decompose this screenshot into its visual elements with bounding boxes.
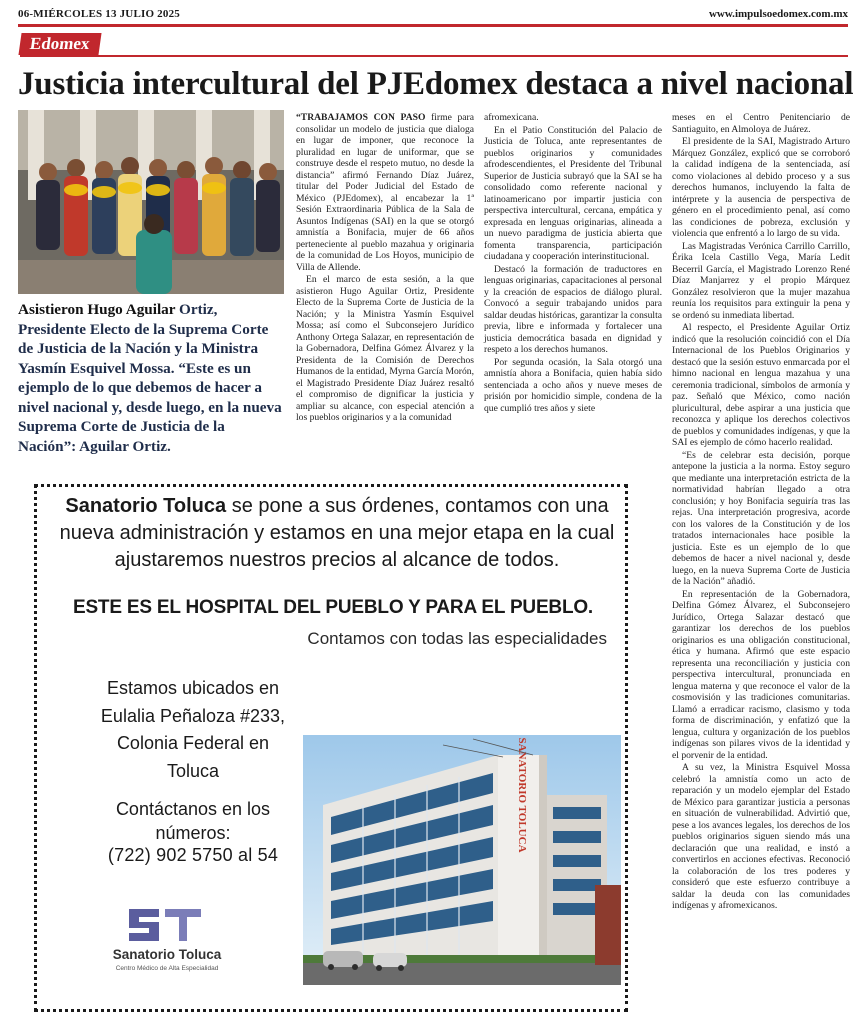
article-column-2 — [484, 112, 662, 415]
photo-caption — [18, 300, 284, 456]
article-paragraph — [296, 112, 474, 273]
ad-contact — [63, 797, 323, 845]
logo-name: Sanatorio Toluca — [112, 947, 222, 962]
article-paragraph: “Es de celebrar esta decisión, porque antepone la justicia a la norma. Estoy seguro que mediante una interpretación estricta de la normatividad habrían llegado a otra conclusión; y hoy Bonifacia seguiría tras las rejas. Una interpretación progresiva, acorde con los valores de la Constitución y de los tratados internacionales hace posible la justicia. Este es un ejemplo de lo que debemos de hacer a nivel nacional y, desde luego, en la nueva Suprema Corte de Justicia de la Nación” añadió. — [672, 449, 850, 587]
article-lead: “TRABAJAMOS CON PASO — [296, 112, 426, 123]
contact-line: Contáctanos en los — [115, 799, 271, 819]
article-paragraph: afromexicana. — [484, 112, 539, 123]
page-header — [18, 4, 848, 24]
site-prefix: www. — [708, 8, 735, 20]
ceremony-photo-illustration — [18, 110, 284, 294]
article-paragraph: A su vez, la Ministra Esquivel Mossa celebró la amnistía como un acto de reparación y un modelo ejemplar del Estado de México para garantizar justicia a personas en situación de vulnerabilidad. Advirtió que, pese a los avances legales, los derechos de los pueblos originarios siguen siendo más una declaración que una realidad, e instó a convertirlos en acciones efectivas. Reconoció la colaboración de los tres poderes y consideró que este esfuerzo contribuye a saldar la deuda con las comunidades indígenas y afromexicanos. — [672, 762, 850, 911]
ad-phone[interactable]: (722) 902 5750 al 54 — [107, 845, 279, 865]
article-paragraph: Destacó la formación de traductores en lenguas originarias, capacitaciones al personal y la creación de espacios de diálogo plural. Convocó a seguir trabajando unidos para saldar deudas históricas, garantizar la consulta previa, libre e informada y fortalecer una justicia democrática basada en dignidad y respeto a los derechos humanos. — [484, 263, 662, 355]
site-name: impulsoedomex — [734, 8, 809, 20]
ad-specialties: Contamos con todas las especialidades — [307, 629, 607, 648]
article-headline: Justicia intercultural del PJEdomex destaca a nivel nacional — [18, 66, 854, 102]
ad-slogan: ESTE ES EL HOSPITAL DEL PUEBLO Y PARA EL PUEBLO. — [72, 597, 594, 618]
address-line: Eulalia Peñaloza #233, — [100, 705, 286, 726]
caption-lead: Asistieron Hugo Aguilar — [18, 301, 176, 318]
address-line: Colonia Federal en — [116, 733, 270, 753]
hospital-building-photo — [303, 735, 621, 985]
article-paragraph: En representación de la Gobernadora, Delfina Gómez Álvarez, el Subconsejero Jurídico, Ortega Salazar destacó que garantizar los derechos de los pueblos originarios es una obligación constitucional, ética y humana. Afirmó que este espacio representa una reconciliación y justicia con perspectiva intercultural, pronunciada en lengua materna y que reconoce el valor de la cosmovisión y las tradiciones comunitarias. Llamó a erradicar racismo, clasismo y toda forma de discriminación, y enfatizó que la lengua, cultura y organización de los pueblos indígenas son pilares vivos de la identidad y el porvenir de la entidad. — [672, 588, 850, 761]
page-date: 06-MIÉRCOLES 13 JULIO 2025 — [18, 8, 180, 20]
article-paragraph: En el Patio Constitución del Palacio de Justicia de Toluca, ante representantes de pueblos originarios y comunidades afrodescendientes, el Presidente del Tribunal Superior de Justicia subrayó que la SAI se ha consolidado como referente nacional y latinoamericano por impartir justicia con perspectiva intercultural, cercana, empática y expresada en lenguas originarias, alineada a un nuevo paradigma de justicia abierta que fomenta transparencia, participación ciudadana y cooperación interinstitucional. — [484, 124, 662, 262]
site-suffix: .com.mx — [808, 8, 848, 20]
ad-intro-text: se pone a sus órdenes, contamos con una nueva administración y estamos en una mejor etapa en la cual ajustaremos nuestros precios al alcance de todos. — [59, 495, 615, 571]
address-line: Toluca — [166, 760, 220, 781]
contact-line: números: — [155, 823, 231, 843]
article-photo — [18, 110, 284, 294]
logo-subtitle: Centro Médico de Alta Especialidad — [115, 965, 219, 972]
site-url[interactable] — [709, 8, 848, 20]
section-divider — [20, 55, 848, 57]
section-label: Edomex — [18, 33, 101, 55]
ad-brand: Sanatorio Toluca — [65, 495, 227, 517]
article-paragraph: En el marco de esta sesión, a la que asistieron Hugo Aguilar Ortiz, Presidente Electo de la Suprema Corte de Justicia de la Nación; y la Ministra Yasmín Esquivel Mossa; así como el Subconsejero Jurídico Anthony Ortega Salazar, en representación de la Gobernadora, Delfina Gómez Álvarez y la Presidenta de la Comisión de Derechos Humanos de la entidad, Myrna García Morón, el Magistrado Presidente Díaz Juárez resaltó el compromiso de dignificar la justicia y ampliar su alcance, con especial atención a los pueblos originarios y a la comunidad — [296, 274, 474, 423]
st-logo-icon — [125, 905, 205, 945]
article-paragraph: El presidente de la SAI, Magistrado Arturo Márquez González, explicó que se corroboró la calidad indígena de la sentenciada, así como violaciones al debido proceso y a sus derechos humanos, incluyendo la falta de intérprete y la ausencia de perspectiva de género en el procedimiento penal, así como las condiciones de pobreza, exclusión y violencia que enfrentó a lo largo de su vida. — [672, 136, 850, 239]
building-illustration — [303, 735, 621, 985]
article-text: firme para consolidar un modelo de justicia que dialoga en lugar de imponer, que reconoce la pluralidad en lugar de uniformar, que se construye desde el respeto mutuo, no desde la distancia” afirmó Fernando Díaz Juárez, titular del Poder Judicial del Estado de México (PJEdomex), al encabezar la 1ª Sesión Extraordinaria Pública de la Sala de Asuntos Indígenas (SAI) en la que se otorgó amnistía a Bonifacia, mujer de 66 años perteneciente al pueblo mazahua y originaria de la comunidad de Los Hoyos, municipio de Villa de Allende. — [296, 112, 474, 273]
article-paragraph: Por segunda ocasión, la Sala otorgó una amnistía ahora a Bonifacia, quien había sido sentenciada a ocho años y nueve meses de prisión por homicidio simple, condena de la que cumplió tres años y siete — [484, 356, 662, 414]
article-paragraph: meses en el Centro Penitenciario de Santiaguito, en Almoloya de Juárez. — [672, 112, 850, 135]
ad-intro — [57, 493, 617, 574]
article-paragraph: Al respecto, el Presidente Aguilar Ortiz indicó que la resolución coincidió con el Día Internacional de los Pueblos Originarios y destacó que la sesión estuvo enmarcada por el himno nacional en lengua mazahua y una ceremonia tradicional, símbolos de armonía y paz. Señaló que México, como nación pluricultural, debe aspirar a una justicia que reconozca y aplique los derechos colectivos de pueblos y comunidades indígenas, y que la SAI es ejemplo de cómo hacerlo realidad. — [672, 322, 850, 448]
sanatorio-logo — [97, 905, 237, 995]
article-paragraph: Las Magistradas Verónica Carrillo Carrillo, Érika Icela Castillo Vega, María Ledit Becerril García, el Magistrado Lorenzo René Díaz Manjarrez y el propio Márquez González resolvieron que la mujer mazahua reunía los requisitos para extinguir la pena y se ordenó su inmediata libertad. — [672, 240, 850, 321]
building-sign: SANATORIO TOLUCA — [516, 737, 528, 853]
address-line: Estamos ubicados en — [106, 678, 280, 698]
article-column-3 — [672, 112, 850, 913]
caption-text: Ortiz, Presidente Electo de la Suprema Corte de Justicia de la Nación y la Ministra Yasmín Esquivel Mossa. “Este es un ejemplo de lo que debemos de hacer a nivel nacional y, desde luego, en la nueva Suprema Corte de Justicia de la Nación”: Aguilar Ortiz. — [18, 301, 282, 455]
article-column-1 — [296, 112, 474, 425]
sanatorio-advertisement — [34, 484, 628, 1012]
ad-address — [63, 675, 323, 785]
header-divider — [18, 24, 848, 27]
